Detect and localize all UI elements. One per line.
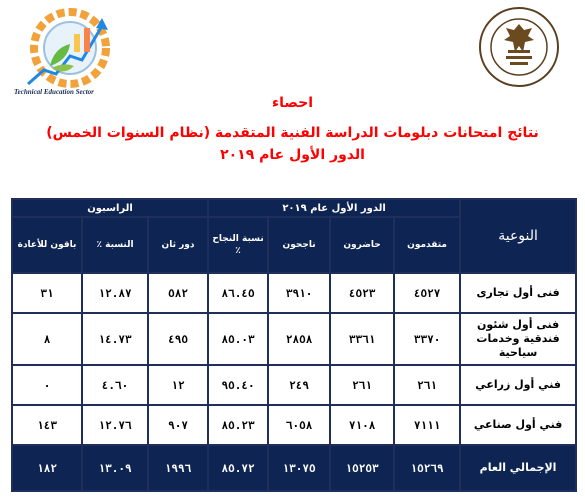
cell-fail-rate: ١٤.٧٣ xyxy=(82,313,148,365)
total-type: الإجمالي العام xyxy=(460,445,576,491)
header-type: النوعية xyxy=(460,199,576,273)
logo-caption: Technical Education Sector xyxy=(14,88,94,96)
header-present: حاضرون xyxy=(330,217,394,273)
cell-present: ٢٦١ xyxy=(330,365,394,405)
header-pass-rate: نسبة النجاح ٪ xyxy=(208,217,268,273)
cell-applied: ٣٣٧٠ xyxy=(394,313,460,365)
cell-present: ٤٥٢٣ xyxy=(330,273,394,313)
table-row xyxy=(12,405,576,445)
ministry-seal-logo xyxy=(478,6,560,88)
title-statistics: احصاء xyxy=(271,95,314,111)
cell-fail-rate: ١٢.٧٦ xyxy=(82,405,148,445)
cell-passed: ٦٠٥٨ xyxy=(268,405,330,445)
cell-pass-rate: ٩٥.٤٠ xyxy=(208,365,268,405)
cell-present: ٣٣٦١ xyxy=(330,313,394,365)
header-failed: الراسبون xyxy=(12,199,208,217)
row-type: فني أول صناعي xyxy=(460,405,576,445)
title-block xyxy=(0,94,585,166)
header-passed: ناجحون xyxy=(268,217,330,273)
cell-fail-rate: ١٢.٨٧ xyxy=(82,273,148,313)
results-table-container xyxy=(11,198,575,492)
title-round: الدور الأول عام ٢٠١٩ xyxy=(220,147,365,163)
cell-repeat: ١٤٣ xyxy=(12,405,82,445)
header-fail-rate: النسبة ٪ xyxy=(82,217,148,273)
header-first-round: الدور الأول عام ٢٠١٩ xyxy=(208,199,460,217)
total-present: ١٥٢٥٣ xyxy=(330,445,394,491)
total-repeat: ١٨٢ xyxy=(12,445,82,491)
cell-repeat: ٨ xyxy=(12,313,82,365)
header-repeat: باقون للأعادة xyxy=(12,217,82,273)
cell-repeat: ٠ xyxy=(12,365,82,405)
cell-second-round: ١٢ xyxy=(148,365,208,405)
table-row xyxy=(12,365,576,405)
cell-second-round: ٥٨٢ xyxy=(148,273,208,313)
results-table xyxy=(11,198,577,492)
total-pass-rate: ٨٥.٧٢ xyxy=(208,445,268,491)
cell-passed: ٢٤٩ xyxy=(268,365,330,405)
total-fail-rate: ١٣.٠٩ xyxy=(82,445,148,491)
cell-passed: ٣٩١٠ xyxy=(268,273,330,313)
table-row xyxy=(12,313,576,365)
table-row xyxy=(12,273,576,313)
cell-present: ٧١٠٨ xyxy=(330,405,394,445)
header-applied: متقدمون xyxy=(394,217,460,273)
cell-applied: ٢٦١ xyxy=(394,365,460,405)
cell-repeat: ٣١ xyxy=(12,273,82,313)
row-type: فنى أول شئون فندقية وخدمات سياحية xyxy=(460,313,576,365)
cell-pass-rate: ٨٥.٠٣ xyxy=(208,313,268,365)
row-type: فني أول زراعي xyxy=(460,365,576,405)
total-passed: ١٣٠٧٥ xyxy=(268,445,330,491)
cell-second-round: ٤٩٥ xyxy=(148,313,208,365)
cell-pass-rate: ٨٥.٢٣ xyxy=(208,405,268,445)
cell-pass-rate: ٨٦.٤٥ xyxy=(208,273,268,313)
cell-applied: ٤٥٢٧ xyxy=(394,273,460,313)
total-applied: ١٥٢٦٩ xyxy=(394,445,460,491)
total-row xyxy=(12,445,576,491)
header-second-round: دور ثان xyxy=(148,217,208,273)
cell-applied: ٧١١١ xyxy=(394,405,460,445)
eagle-seal-icon xyxy=(478,6,560,88)
total-second-round: ١٩٩٦ xyxy=(148,445,208,491)
cell-second-round: ٩٠٧ xyxy=(148,405,208,445)
cell-fail-rate: ٤.٦٠ xyxy=(82,365,148,405)
title-exam-results: نتائج امتحانات دبلومات الدراسة الفنية المتقدمة (نظام السنوات الخمس) xyxy=(46,125,539,141)
row-type: فنى أول تجارى xyxy=(460,273,576,313)
cell-passed: ٢٨٥٨ xyxy=(268,313,330,365)
